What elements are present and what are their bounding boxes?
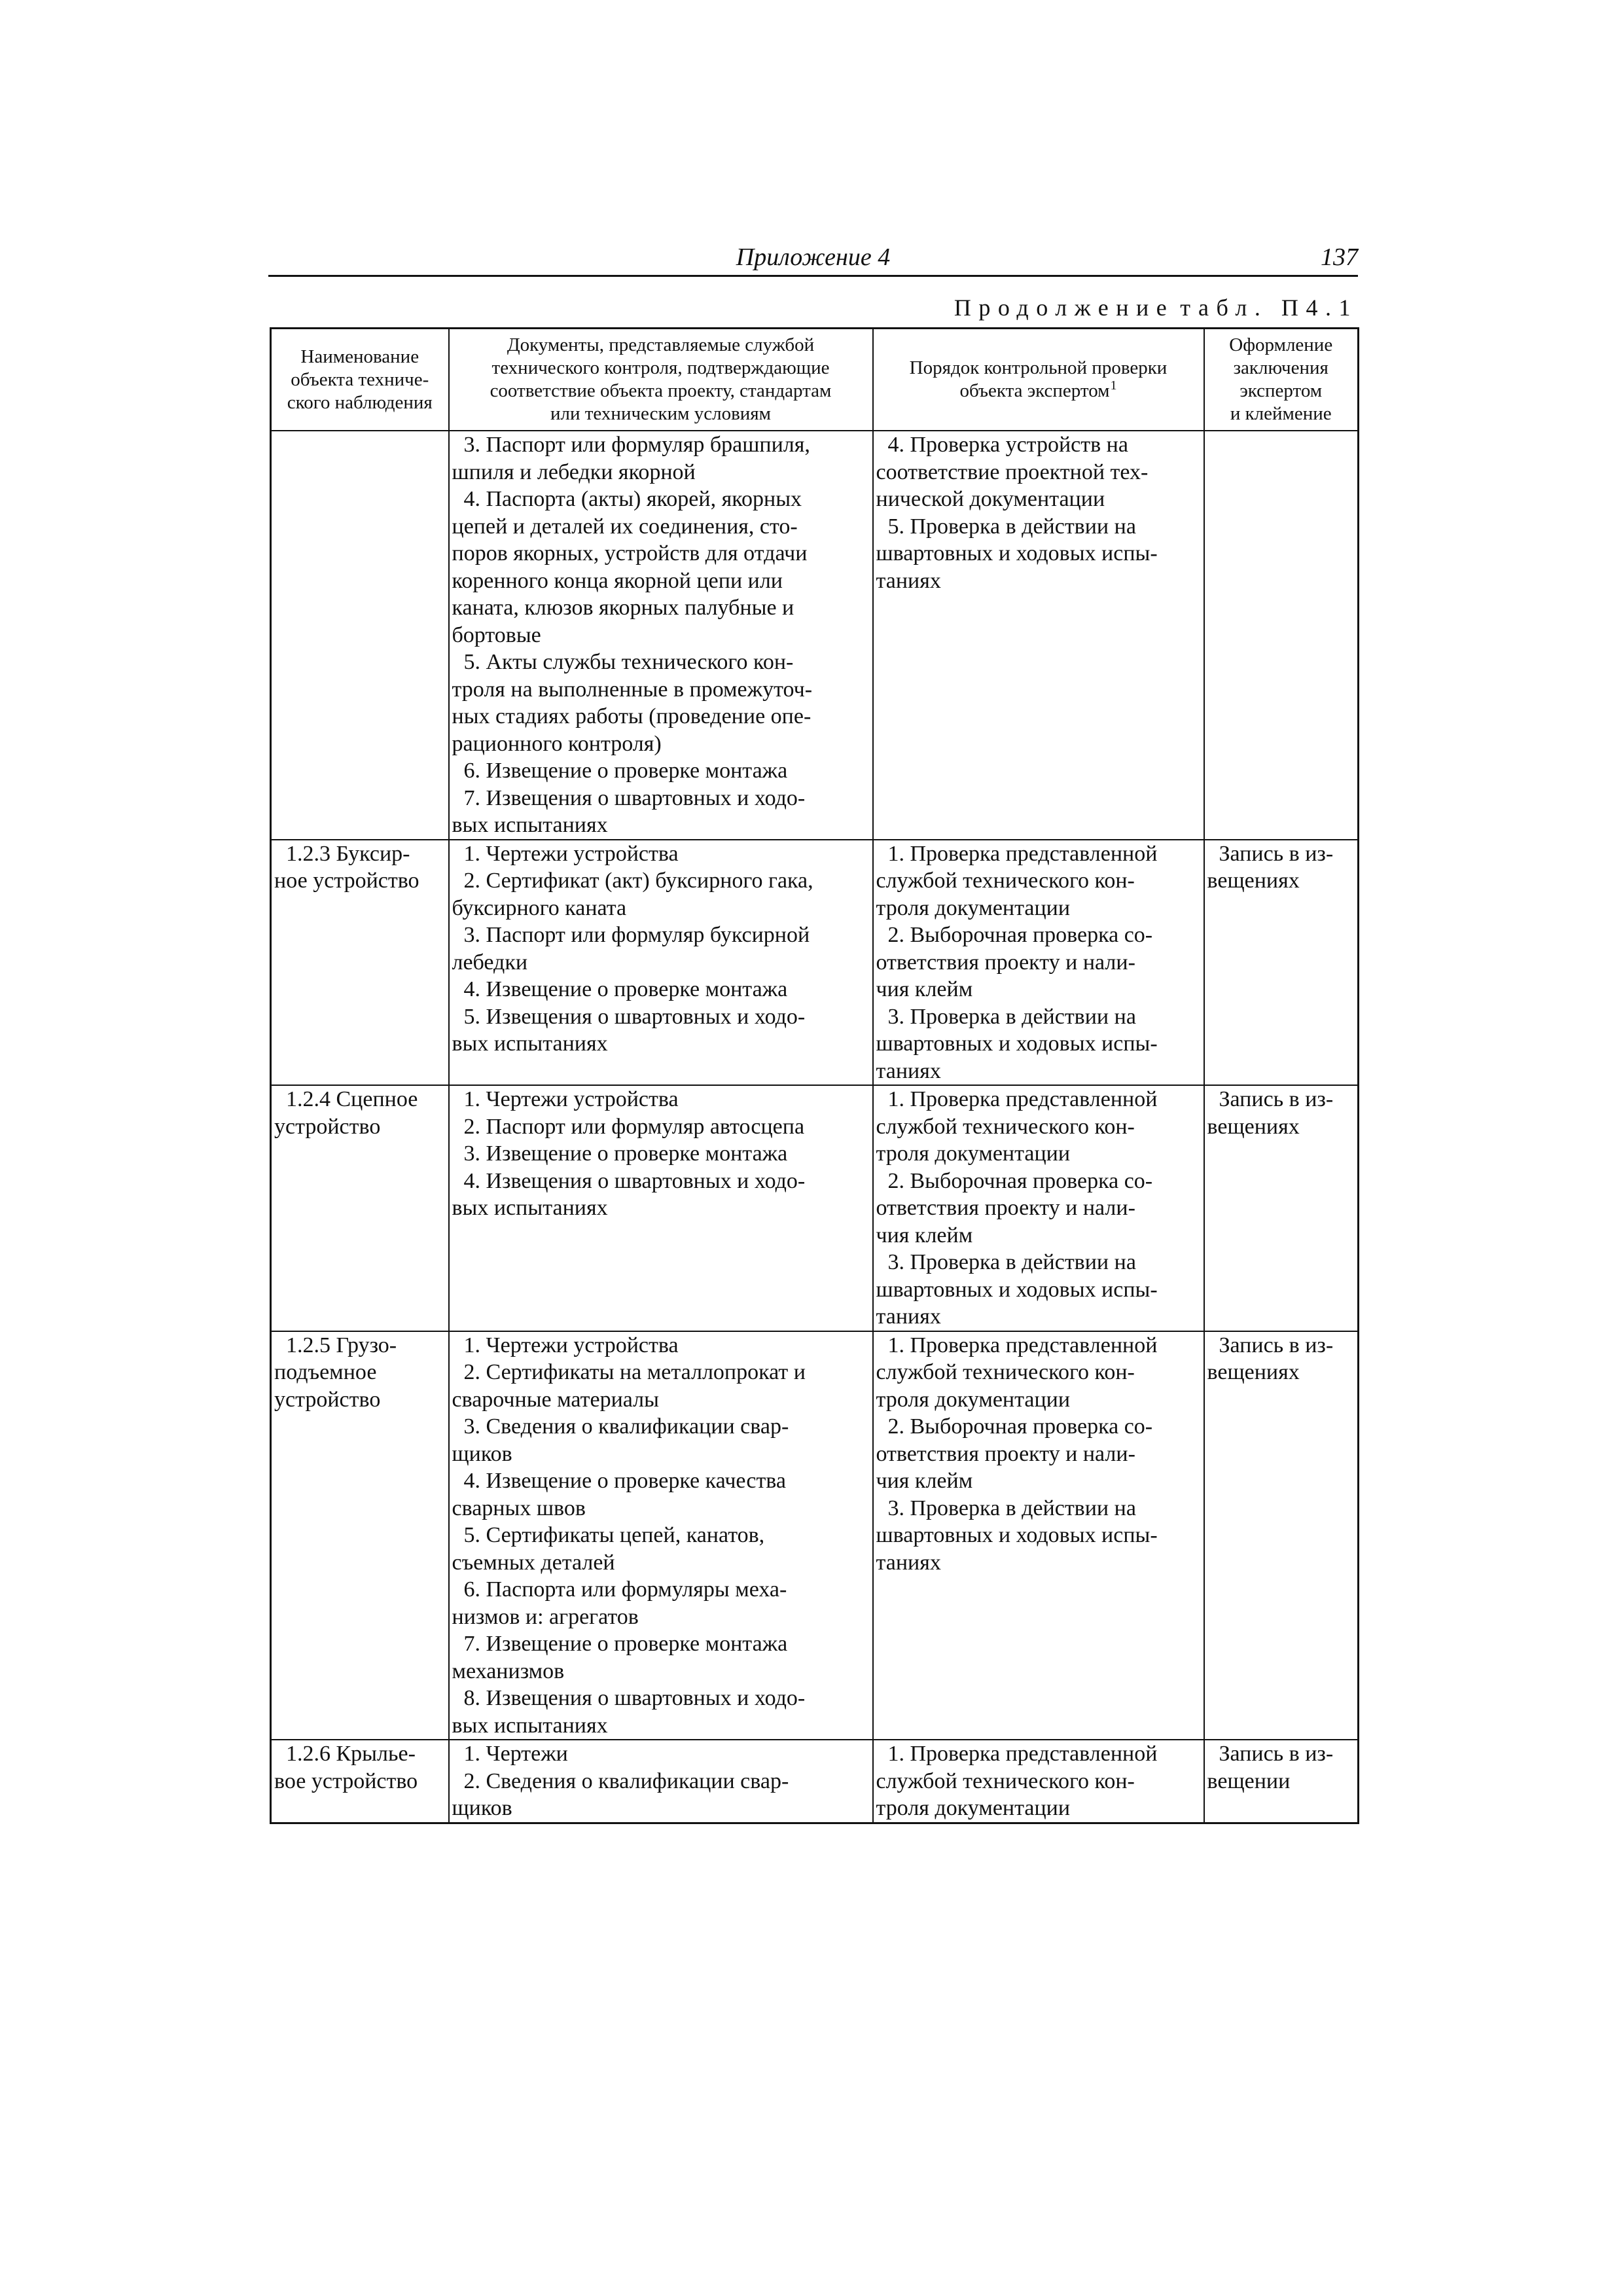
- header-line: ского наблюдения: [287, 391, 433, 413]
- cell-line: 7. Извещение о проверке монтажа: [463, 1632, 788, 1656]
- check-procedure-cell: [873, 840, 1204, 1086]
- cell-line: 2. Сертификат (акт) буксирного гака,: [463, 869, 813, 893]
- cell-line: вых испытаниях: [452, 1031, 608, 1056]
- cell-line: службой технического кон-: [876, 1114, 1135, 1139]
- cell-line: 2. Сведения о квалификации свар-: [463, 1768, 789, 1793]
- page-number: 137: [1321, 243, 1358, 271]
- cell-line: каната, клюзов якорных палубные и: [452, 596, 794, 620]
- cell-line: Запись в из-: [1219, 1742, 1334, 1766]
- conclusion-cell: [1204, 1740, 1359, 1823]
- cell-line: 3. Паспорт или формуляр брашпиля,: [463, 433, 810, 457]
- cell-line: 1.2.4 Сцепное: [286, 1087, 418, 1111]
- documents-cell: [449, 431, 873, 840]
- cell-line: 1. Проверка представленной: [887, 1087, 1158, 1111]
- header-line: заключения: [1233, 357, 1329, 378]
- table-row: [271, 840, 1359, 1086]
- cell-line: Запись в из-: [1219, 1087, 1334, 1111]
- cell-line: механизмов: [452, 1659, 565, 1683]
- documents-cell: [449, 840, 873, 1086]
- cell-line: 1.2.3 Буксир-: [286, 841, 410, 866]
- cell-line: швартовных и ходовых испы-: [876, 1031, 1158, 1056]
- cell-line: таниях: [876, 1550, 941, 1575]
- cell-line: 5. Сертификаты цепей, канатов,: [463, 1523, 765, 1547]
- cell-line: Запись в из-: [1219, 841, 1334, 866]
- cell-line: 1. Чертежи: [463, 1742, 568, 1766]
- cell-line: троля документации: [876, 1796, 1071, 1820]
- conclusion-cell: [1204, 1331, 1359, 1740]
- cell-line: 4. Проверка устройств на: [887, 433, 1128, 457]
- cell-line: вещении: [1207, 1768, 1291, 1793]
- cell-line: вещениях: [1207, 1360, 1300, 1384]
- cell-line: цепей и деталей их соединения, сто-: [452, 514, 798, 539]
- cell-line: 1.2.5 Грузо-: [286, 1333, 397, 1357]
- header-check-procedure: [873, 329, 1204, 431]
- cell-line: 3. Извещение о проверке монтажа: [463, 1141, 788, 1166]
- object-name-cell: [271, 431, 449, 840]
- cell-line: 2. Выборочная проверка со-: [887, 1168, 1153, 1193]
- cell-line: таниях: [876, 1058, 941, 1083]
- cell-line: вещениях: [1207, 869, 1300, 893]
- header-line: Наименование: [300, 346, 419, 367]
- cell-line: 6. Паспорта или формуляры меха-: [463, 1577, 787, 1602]
- object-name-cell: [271, 1085, 449, 1331]
- table-body: [271, 431, 1359, 1823]
- continuation-table-ref: табл. П4.1: [1180, 295, 1358, 321]
- cell-line: 3. Проверка в действии на: [887, 1496, 1136, 1520]
- cell-line: щиков: [452, 1441, 512, 1466]
- cell-line: вых испытаниях: [452, 1713, 608, 1738]
- cell-line: швартовных и ходовых испы-: [876, 1523, 1158, 1547]
- table-row: [271, 1740, 1359, 1823]
- object-name-cell: [271, 840, 449, 1086]
- table-row: [271, 431, 1359, 840]
- header-line: технического контроля, подтверждающие: [491, 357, 830, 378]
- cell-line: 1.2.6 Крылье-: [286, 1742, 416, 1766]
- cell-line: буксирного каната: [452, 895, 627, 920]
- header-line: Оформление: [1229, 334, 1333, 355]
- cell-line: вое устройство: [274, 1768, 418, 1793]
- cell-line: троля документации: [876, 895, 1071, 920]
- header-line: или техническим условиям: [550, 403, 771, 424]
- cell-line: 1. Чертежи устройства: [463, 841, 679, 866]
- cell-line: вых испытаниях: [452, 1196, 608, 1220]
- cell-line: троля на выполненные в промежуточ-: [452, 677, 813, 702]
- documents-cell: [449, 1331, 873, 1740]
- cell-line: 5. Акты службы технического кон-: [463, 650, 794, 674]
- cell-line: швартовных и ходовых испы-: [876, 1277, 1158, 1302]
- cell-line: устройство: [274, 1387, 381, 1412]
- cell-line: ответствия проекту и нали-: [876, 950, 1135, 975]
- header-conclusion: [1204, 329, 1359, 431]
- cell-line: 6. Извещение о проверке монтажа: [463, 759, 788, 783]
- cell-line: 2. Паспорт или формуляр автосцепа: [463, 1114, 805, 1139]
- cell-line: службой технического кон-: [876, 869, 1135, 893]
- cell-line: нической документации: [876, 487, 1105, 511]
- check-procedure-cell: [873, 431, 1204, 840]
- cell-line: швартовных и ходовых испы-: [876, 541, 1158, 565]
- header-line: и клеймение: [1230, 403, 1332, 424]
- cell-line: чия клейм: [876, 977, 973, 1001]
- cell-line: 7. Извещения о швартовных и ходо-: [463, 785, 806, 810]
- check-procedure-cell: [873, 1085, 1204, 1331]
- table-header-row: [271, 329, 1359, 431]
- header-line: объекта техниче-: [291, 368, 429, 390]
- cell-line: 3. Паспорт или формуляр буксирной: [463, 923, 810, 947]
- cell-line: подъемное: [274, 1360, 377, 1384]
- header-object-name: [271, 329, 449, 431]
- cell-line: 4. Извещения о швартовных и ходо-: [463, 1168, 806, 1193]
- cell-line: рационного контроля): [452, 731, 662, 756]
- cell-line: службой технического кон-: [876, 1768, 1135, 1793]
- cell-line: троля документации: [876, 1387, 1071, 1412]
- cell-line: чия клейм: [876, 1223, 973, 1247]
- check-procedure-cell: [873, 1331, 1204, 1740]
- conclusion-cell: [1204, 840, 1359, 1086]
- cell-line: щиков: [452, 1796, 512, 1820]
- cell-line: 4. Паспорта (акты) якорей, якорных: [463, 487, 802, 511]
- cell-line: 4. Извещение о проверке монтажа: [463, 977, 788, 1001]
- cell-line: сварочные материалы: [452, 1387, 659, 1412]
- conclusion-cell: [1204, 1085, 1359, 1331]
- conclusion-cell: [1204, 431, 1359, 840]
- cell-line: троля документации: [876, 1141, 1071, 1166]
- cell-line: 4. Извещение о проверке качества: [463, 1469, 787, 1493]
- check-procedure-cell: [873, 1740, 1204, 1823]
- cell-line: 3. Проверка в действии на: [887, 1004, 1136, 1029]
- object-name-cell: [271, 1331, 449, 1740]
- cell-line: лебедки: [452, 950, 528, 975]
- cell-line: 3. Сведения о квалификации свар-: [463, 1414, 789, 1439]
- header-line: Документы, представляемые службой: [507, 334, 815, 355]
- header-line: соответствие объекта проекту, стандартам: [490, 380, 832, 401]
- cell-line: низмов и: агрегатов: [452, 1604, 639, 1629]
- continuation-word: Продолжение: [954, 295, 1175, 321]
- cell-line: 1. Чертежи устройства: [463, 1087, 679, 1111]
- cell-line: соответствие проектной тех-: [876, 459, 1149, 484]
- cell-line: 1. Проверка представленной: [887, 1333, 1158, 1357]
- object-name-cell: [271, 1740, 449, 1823]
- footnote-marker: 1: [1110, 378, 1117, 393]
- table-row: [271, 1331, 1359, 1740]
- cell-line: таниях: [876, 1304, 941, 1329]
- page-header: [268, 242, 1358, 277]
- cell-line: шпиля и лебедки якорной: [452, 459, 696, 484]
- cell-line: 3. Проверка в действии на: [887, 1250, 1136, 1274]
- documents-table: [270, 327, 1359, 1824]
- cell-line: ответствия проекту и нали-: [876, 1196, 1135, 1220]
- cell-line: 1. Проверка представленной: [887, 841, 1158, 866]
- table-row: [271, 1085, 1359, 1331]
- cell-line: вещениях: [1207, 1114, 1300, 1139]
- cell-line: 2. Сертификаты на металлопрокат и: [463, 1360, 806, 1384]
- cell-line: вых испытаниях: [452, 813, 608, 837]
- cell-line: ответствия проекту и нали-: [876, 1441, 1135, 1466]
- cell-line: чия клейм: [876, 1469, 973, 1493]
- header-line: Порядок контрольной проверки: [909, 357, 1168, 378]
- cell-line: 5. Проверка в действии на: [887, 514, 1136, 539]
- documents-cell: [449, 1740, 873, 1823]
- cell-line: 1. Чертежи устройства: [463, 1333, 679, 1357]
- header-line: экспертом: [1240, 380, 1323, 401]
- cell-line: 2. Выборочная проверка со-: [887, 923, 1153, 947]
- table-continuation-label: [954, 293, 1358, 322]
- header-line: объекта экспертом: [959, 380, 1110, 401]
- cell-line: 2. Выборочная проверка со-: [887, 1414, 1153, 1439]
- cell-line: ное устройство: [274, 869, 419, 893]
- cell-line: 5. Извещения о швартовных и ходо-: [463, 1004, 806, 1029]
- cell-line: бортовые: [452, 622, 541, 647]
- cell-line: поров якорных, устройств для отдачи: [452, 541, 808, 565]
- cell-line: 1. Проверка представленной: [887, 1742, 1158, 1766]
- documents-cell: [449, 1085, 873, 1331]
- cell-line: коренного конца якорной цепи или: [452, 568, 783, 593]
- cell-line: Запись в из-: [1219, 1333, 1334, 1357]
- cell-line: устройство: [274, 1114, 381, 1139]
- header-documents: [449, 329, 873, 431]
- cell-line: таниях: [876, 568, 941, 593]
- cell-line: сварных швов: [452, 1496, 586, 1520]
- cell-line: ных стадиях работы (проведение опе-: [452, 704, 812, 728]
- cell-line: съемных деталей: [452, 1550, 615, 1575]
- running-title: Приложение 4: [736, 243, 891, 271]
- cell-line: 8. Извещения о швартовных и ходо-: [463, 1686, 806, 1710]
- cell-line: службой технического кон-: [876, 1360, 1135, 1384]
